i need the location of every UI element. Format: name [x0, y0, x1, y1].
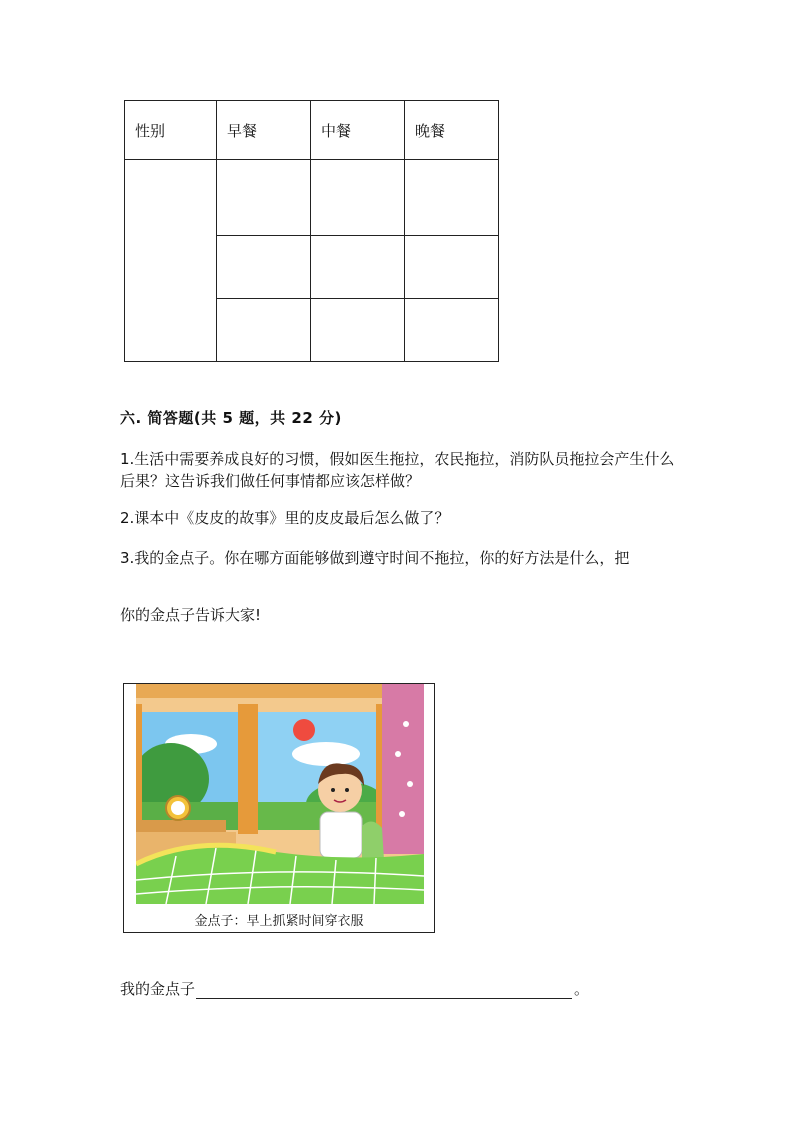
boy-dressing-illustration — [136, 684, 424, 904]
table-header-cell: 晚餐 — [405, 101, 499, 160]
table-cell — [217, 236, 311, 299]
question-3-continued: 你的金点子告诉大家! — [120, 606, 262, 624]
question-3: 3.我的金点子。你在哪方面能够做到遵守时间不拖拉，你的好方法是什么，把 — [120, 549, 630, 567]
illustration-figure — [123, 683, 435, 933]
table-cell — [405, 236, 499, 299]
table-cell — [217, 299, 311, 362]
table-cell — [311, 299, 405, 362]
table-header-row — [125, 101, 499, 160]
answer-end-mark: 。 — [574, 980, 590, 998]
meal-table — [124, 100, 499, 362]
table-row — [125, 160, 499, 236]
question-1: 1.生活中需要养成良好的习惯，假如医生拖拉，农民拖拉，消防队员拖拉会产生什么后果？这告诉我们做任何事情都应该怎样做？ — [120, 450, 675, 490]
table-cell — [405, 299, 499, 362]
answer-blank[interactable] — [196, 980, 572, 999]
table-cell — [405, 160, 499, 236]
question-2: 2.课本中《皮皮的故事》里的皮皮最后怎么做了？ — [120, 509, 450, 527]
section-title: 六. 简答题(共 5 题，共 22 分) — [120, 409, 342, 427]
table-cell — [311, 160, 405, 236]
figure-caption: 金点子：早上抓紧时间穿衣服 — [194, 914, 364, 929]
table-cell — [311, 236, 405, 299]
table-cell — [217, 160, 311, 236]
table-header-cell: 性别 — [125, 101, 217, 160]
table-header-cell: 早餐 — [217, 101, 311, 160]
answer-line-row — [120, 978, 589, 999]
answer-label: 我的金点子 — [120, 980, 196, 998]
table-header-cell: 中餐 — [311, 101, 405, 160]
table-merged-cell — [125, 160, 217, 362]
